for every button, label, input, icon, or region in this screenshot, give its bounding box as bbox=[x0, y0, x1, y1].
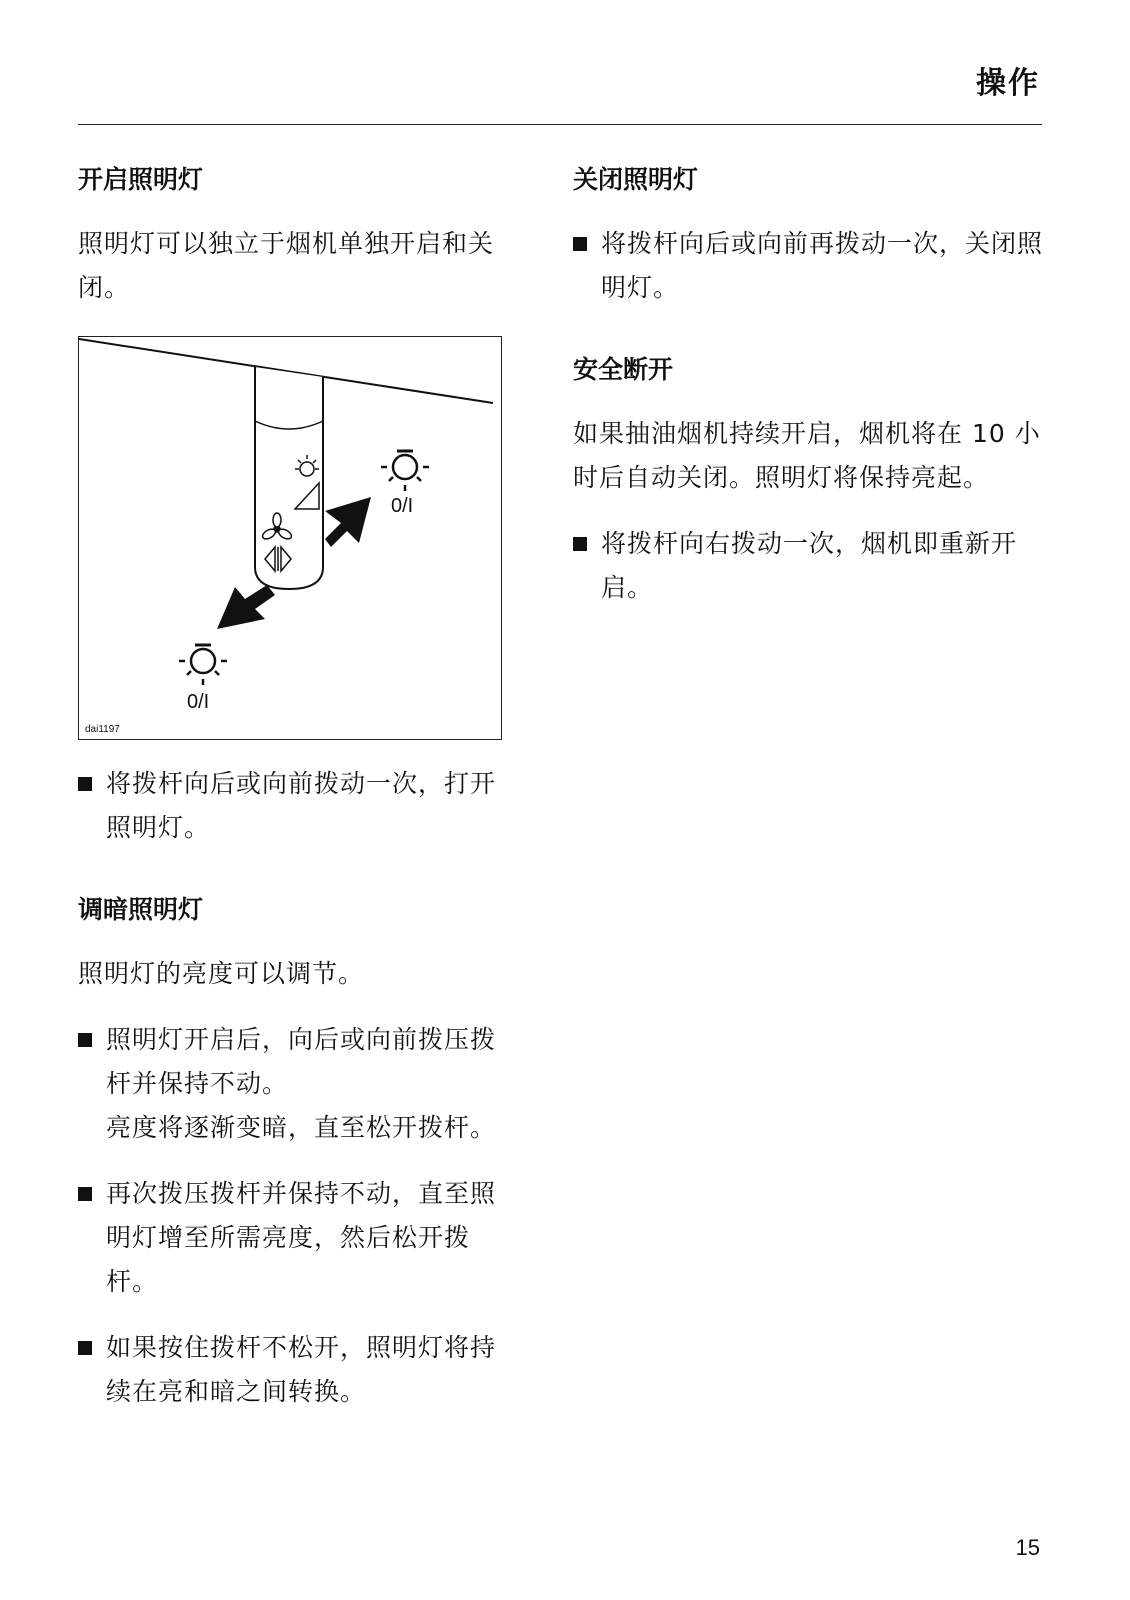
figure-label-lower: 0/I bbox=[187, 691, 210, 713]
right-column bbox=[573, 160, 1043, 610]
heading-turn-off-light: 关闭照明灯 bbox=[573, 165, 699, 194]
heading-turn-on-light: 开启照明灯 bbox=[78, 165, 204, 194]
figure-code: dai1197 bbox=[85, 724, 120, 735]
light-on-icon bbox=[179, 645, 227, 685]
bullet-square-icon bbox=[78, 1033, 92, 1047]
page-header-title: 操作 bbox=[976, 66, 1040, 101]
section-dim-light bbox=[78, 890, 518, 1414]
para-light-independent: 照明灯可以独立于烟机单独开启和关闭。 bbox=[78, 229, 495, 302]
bullet-square-icon bbox=[78, 1341, 92, 1355]
lever-illustration bbox=[79, 337, 503, 741]
bullet-turn-off bbox=[573, 222, 1043, 310]
bullet-text: 如果按住拨杆不松开，照明灯将持续在亮和暗之间转换。 bbox=[106, 1333, 497, 1406]
light-on-icon bbox=[381, 451, 429, 491]
bullet-square-icon bbox=[573, 537, 587, 551]
bullet-text: 将拨杆向右拨动一次，烟机即重新开启。 bbox=[601, 529, 1018, 602]
bullet-restart bbox=[573, 522, 1043, 610]
bullet-dim-step-1 bbox=[78, 1018, 518, 1150]
section-safety-shutoff bbox=[573, 350, 1043, 610]
bullet-text: 再次拨压拨杆并保持不动，直至照明灯增至所需亮度，然后松开拨杆。 bbox=[106, 1179, 497, 1296]
page-number: 15 bbox=[1015, 1535, 1040, 1560]
header-divider bbox=[78, 124, 1042, 125]
heading-dim-light: 调暗照明灯 bbox=[78, 895, 204, 924]
bullet-dim-step-3 bbox=[78, 1326, 518, 1414]
bullet-square-icon bbox=[78, 777, 92, 791]
bullet-subtext: 亮度将逐渐变暗，直至松开拨杆。 bbox=[106, 1113, 497, 1142]
bullet-dim-step-2 bbox=[78, 1172, 518, 1304]
lever-figure bbox=[78, 336, 502, 740]
bullet-square-icon bbox=[573, 237, 587, 251]
bullet-turn-on bbox=[78, 762, 518, 850]
bullet-square-icon bbox=[78, 1187, 92, 1201]
left-column bbox=[78, 160, 518, 1414]
bullet-text: 照明灯开启后，向后或向前拨压拨杆并保持不动。 bbox=[106, 1025, 497, 1098]
bullet-text: 将拨杆向后或向前再拨动一次，关闭照明灯。 bbox=[601, 229, 1044, 302]
figure-label-upper: 0/I bbox=[391, 495, 414, 517]
bullet-text: 将拨杆向后或向前拨动一次，打开照明灯。 bbox=[106, 769, 497, 842]
para-brightness-adjustable: 照明灯的亮度可以调节。 bbox=[78, 959, 365, 988]
para-auto-shutoff: 如果抽油烟机持续开启，烟机将在 10 小时后自动关闭。照明灯将保持亮起。 bbox=[573, 419, 1041, 492]
heading-safety-shutoff: 安全断开 bbox=[573, 355, 674, 384]
